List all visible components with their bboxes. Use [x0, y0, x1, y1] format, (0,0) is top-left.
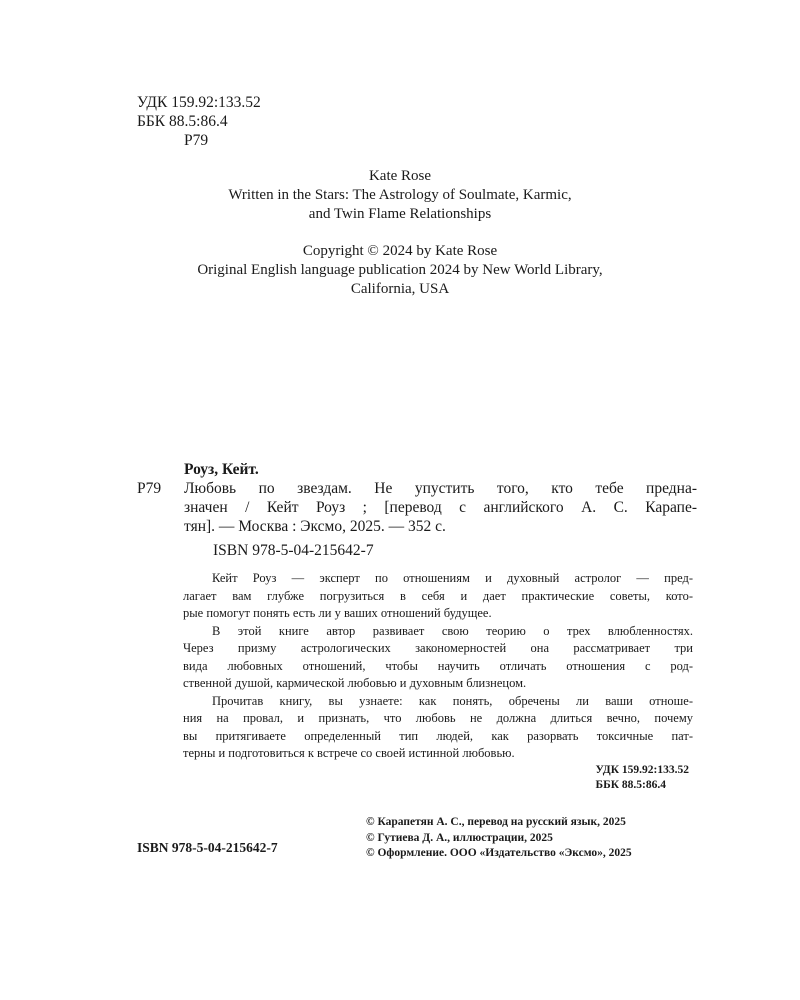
footer-copyright2: © Гутиева Д. А., иллюстрации, 2025	[366, 831, 553, 844]
annotation-line: Через призму астрологических закономерностей она рассматривает три	[183, 641, 693, 655]
annotation-line: вы притягиваете определенный тип людей, как разорвать токсичные пат-	[183, 728, 693, 743]
annotation-line: В этой книге автор развивает свою теорию о трех влюбленностях.	[212, 623, 693, 638]
original-title-line2: and Twin Flame Relationships	[308, 206, 492, 222]
bibliographic-row3	[137, 517, 697, 536]
bibliographic-row1	[137, 479, 697, 498]
udk-code: УДК 159.92:133.52	[137, 94, 261, 111]
bibliographic-code: Р79	[137, 480, 162, 497]
bibliographic-line3: тян]. — Москва : Эксмо, 2025. — 352 с.	[184, 518, 446, 535]
bibliographic-line1: Любовь по звездам. Не упустить того, кто тебе предна-	[184, 480, 697, 497]
annotation-udk: УДК 159.92:133.52	[595, 764, 689, 776]
bbk-code: ББК 88.5:86.4	[137, 113, 228, 130]
original-author: Kate Rose	[368, 168, 432, 184]
original-title-block	[0, 167, 800, 224]
annotation-line: ния на провал, и признать, что любовь не должна длиться вечно, почему	[183, 711, 693, 725]
annotation-line: Кейт Роуз — эксперт по отношениям и духовный астролог — пред-	[212, 571, 693, 585]
copyright-line3: California, USA	[350, 281, 450, 297]
annotation-bbk: ББК 88.5:86.4	[595, 779, 667, 791]
annotation-line: вида любовных отношений, чтобы научить отличать отношения с род-	[183, 658, 693, 673]
footer-copyright1: © Карапетян А. С., перевод на русский язык, 2025	[366, 816, 626, 828]
copyright-line2: Original English language publication 2024 by New World Library,	[197, 262, 603, 278]
bibliographic-line2: значен / Кейт Роуз ; [перевод с английского А. С. Карапе-	[184, 499, 697, 516]
copyright-block	[0, 242, 800, 299]
copyright-line1: Copyright © 2024 by Kate Rose	[302, 243, 498, 259]
bibliographic-record	[137, 460, 697, 536]
annotation-codes	[0, 763, 689, 793]
footer-isbn: ISBN 978-5-04-215642-7	[137, 840, 278, 855]
annotation-line: Прочитав книгу, вы узнаете: как понять, обречены ли ваши отноше-	[212, 693, 693, 708]
bibliographic-author: Роуз, Кейт.	[184, 461, 259, 478]
footer-copyrights	[366, 815, 632, 862]
annotation-line: рые помогут понять есть ли у ваших отношений будущее.	[183, 606, 492, 620]
annotation-line: терны и подготовиться к встрече со своей истинной любовью.	[183, 746, 515, 760]
annotation-line: ственной душой, кармической любовью и духовным близнецом.	[183, 676, 527, 690]
bibliographic-row2	[137, 498, 697, 517]
footer-copyright3: © Оформление. ООО «Издательство «Эксмо», 2025	[366, 847, 632, 859]
annotation-line: лагает вам глубже погрузиться в себя и дает практические советы, кото-	[183, 588, 693, 603]
author-code: Р79	[184, 132, 209, 149]
annotation	[183, 570, 693, 763]
original-title-line1: Written in the Stars: The Astrology of Soulmate, Karmic,	[228, 187, 572, 203]
bibliographic-isbn: ISBN 978-5-04-215642-7	[213, 542, 374, 559]
classification-block	[137, 93, 261, 150]
